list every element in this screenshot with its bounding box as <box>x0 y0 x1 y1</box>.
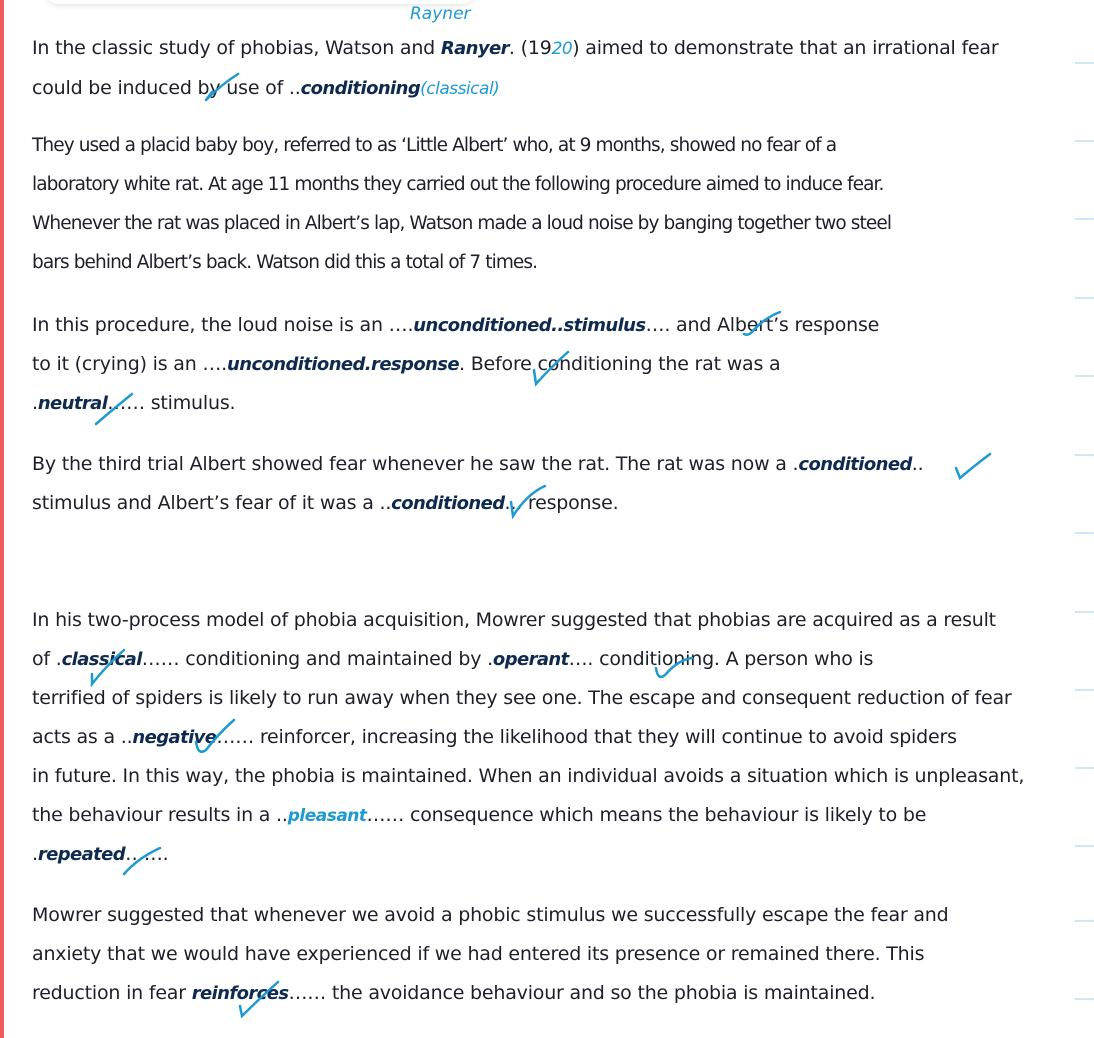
paragraph-line: Whenever the rat was placed in Albert’s lap, Watson made a loud noise by banging together two steel <box>32 213 892 234</box>
paragraph-line <box>32 981 875 1006</box>
static-text: …. and Albert’s response <box>645 314 880 336</box>
paragraph-line <box>32 352 780 377</box>
paragraph-line <box>32 452 923 477</box>
static-text: …… the avoidance behaviour and so the phobia is maintained. <box>288 982 876 1004</box>
static-text: . <box>32 843 38 865</box>
red-margin-line <box>0 0 4 1038</box>
static-text: …. conditioning. A person who is <box>568 648 874 670</box>
static-text: the behaviour results in a .. <box>32 804 288 826</box>
static-text: …… conditioning and maintained by . <box>141 648 493 670</box>
margin-rule <box>1075 920 1094 922</box>
answer-year[interactable]: 20 <box>551 39 573 59</box>
paragraph-line: Mowrer suggested that whenever we avoid a phobic stimulus we successfully escape the fear and <box>32 904 949 926</box>
margin-rule <box>1075 62 1094 64</box>
margin-rule <box>1075 998 1094 1000</box>
answer-neutral[interactable]: neutral <box>37 393 108 414</box>
margin-rule <box>1075 611 1094 613</box>
margin-rule <box>1075 218 1094 220</box>
static-text: of . <box>32 648 62 670</box>
margin-rule <box>1075 532 1094 534</box>
paragraph-line: They used a placid baby boy, referred to as ‘Little Albert’ who, at 9 months, showed no fear of a <box>32 135 837 156</box>
paragraph-line: in future. In this way, the phobia is maintained. When an individual avoids a situation which is unpleasant, <box>32 765 1025 787</box>
answer-unconditioned-stimulus[interactable]: unconditioned..stimulus <box>413 315 646 336</box>
static-text: In the classic study of phobias, Watson and <box>32 37 441 59</box>
paragraph-line <box>32 842 169 867</box>
static-text: .. <box>911 453 924 475</box>
static-text: could be induced by use of .. <box>32 77 301 99</box>
static-text: ……. <box>125 843 169 865</box>
paragraph-line: bars behind Albert’s back. Watson did this a total of 7 times. <box>32 252 538 273</box>
static-text: reduction in fear <box>32 982 192 1004</box>
margin-rule <box>1075 140 1094 142</box>
paragraph-line: anxiety that we would have experienced if we had entered its presence or remained there. This <box>32 943 925 965</box>
static-text: . (19 <box>508 37 552 59</box>
static-text: ) aimed to demonstrate that an irrational fear <box>572 37 999 59</box>
static-text: . Before conditioning the rat was a <box>459 353 781 375</box>
paragraph-line <box>32 491 618 516</box>
answer-repeated[interactable]: repeated <box>37 844 126 865</box>
check-mark-icon <box>950 450 994 486</box>
paragraph-line <box>32 803 926 828</box>
static-text: acts as a .. <box>32 726 133 748</box>
static-text: to it (crying) is an …. <box>32 353 228 375</box>
paragraph-line <box>32 391 235 416</box>
answer-method-note: (classical) <box>420 79 500 99</box>
static-text: …… reinforcer, increasing the likelihood that they will continue to avoid spiders <box>216 726 957 748</box>
answer-unconditioned-response[interactable]: unconditioned.response <box>227 354 460 375</box>
static-text: stimulus and Albert’s fear of it was a .. <box>32 492 392 514</box>
correction-rayner: Rayner <box>410 4 471 24</box>
static-text: By the third trial Albert showed fear whenever he saw the rat. The rat was now a . <box>32 453 799 475</box>
static-text: . <box>32 392 38 414</box>
margin-rule <box>1075 845 1094 847</box>
margin-rule <box>1075 375 1094 377</box>
answer-negative[interactable]: negative <box>132 727 217 748</box>
answer-pleasant[interactable]: pleasant <box>287 806 367 826</box>
answer-operant[interactable]: operant <box>492 649 569 670</box>
paragraph-line <box>32 647 873 672</box>
paragraph-line <box>32 313 879 338</box>
answer-classical[interactable]: classical <box>61 649 142 670</box>
static-text: In this procedure, the loud noise is an …. <box>32 314 414 336</box>
paragraph-line: In his two-process model of phobia acquisition, Mowrer suggested that phobias are acquired as a result <box>32 609 996 631</box>
margin-rule <box>1075 297 1094 299</box>
static-text: …… stimulus. <box>107 392 236 414</box>
paragraph-line <box>32 725 957 750</box>
static-text: …… consequence which means the behaviour is likely to be <box>366 804 927 826</box>
margin-rule <box>1075 454 1094 456</box>
paragraph-line: terrified of spiders is likely to run away when they see one. The escape and consequent reduction of fear <box>32 687 1012 709</box>
margin-rule <box>1075 689 1094 691</box>
margin-rule <box>1075 767 1094 769</box>
paragraph-line <box>32 36 998 61</box>
answer-method[interactable]: conditioning <box>300 78 421 99</box>
answer-conditioned-stimulus[interactable]: conditioned <box>798 454 912 475</box>
paragraph-line <box>32 76 499 101</box>
answer-researcher[interactable]: Ranyer <box>440 38 509 59</box>
paragraph-line: laboratory white rat. At age 11 months they carried out the following procedure aimed to induce fear. <box>32 174 884 195</box>
answer-conditioned-response[interactable]: conditioned <box>391 493 505 514</box>
static-text: ... response. <box>504 492 619 514</box>
answer-reinforces[interactable]: reinforces <box>191 983 289 1004</box>
